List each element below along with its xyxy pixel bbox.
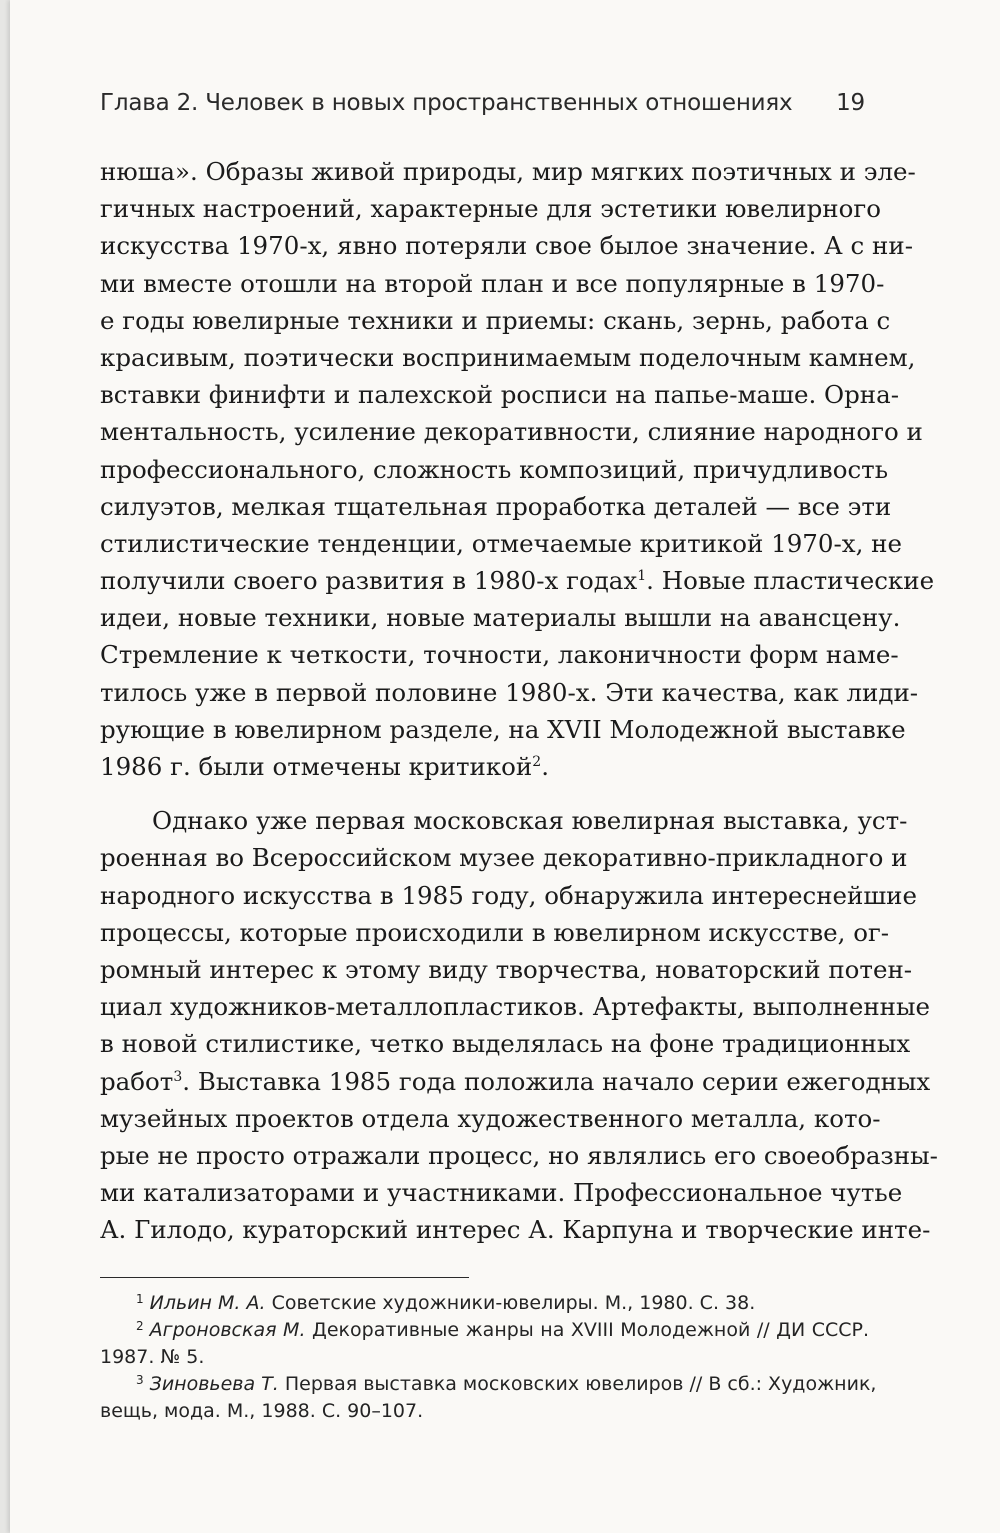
text-fragment: работ	[100, 1066, 174, 1096]
text-line: гичных настроений, характерные для эстетики ювелирного	[100, 194, 881, 224]
text-line: народного искусства в 1985 году, обнаружила интереснейшие	[100, 880, 917, 910]
text-fragment: .	[541, 752, 549, 781]
text-line: красивым, поэтически воспринимаемым поделочным камнем,	[100, 342, 916, 372]
text-line: искусства 1970-х, явно потеряли свое былое значение. А с ни-	[100, 231, 913, 261]
text-line: Однако уже первая московская ювелирная выставка, уст-	[152, 806, 908, 836]
footnote-text: Советские художники-ювелиры. М., 1980. С. 38.	[271, 1292, 756, 1314]
footnote-line	[100, 1371, 877, 1398]
footnote-text: вещь, мода. М., 1988. С. 90–107.	[100, 1400, 424, 1422]
chapter-title: Глава 2. Человек в новых пространственных отношениях	[100, 90, 793, 116]
text-line: циал художников-металлопластиков. Артефакты, выполненные	[100, 992, 931, 1022]
text-line: ментальность, усиление декоративности, слияние народного и	[100, 417, 923, 447]
body-text	[100, 153, 938, 1248]
footnote-number: 1	[136, 1292, 144, 1306]
text-line: тилось уже в первой половине 1980-х. Эти качества, как лиди-	[100, 677, 919, 707]
footnote-author: Зиновьева Т.	[149, 1373, 279, 1395]
book-page	[10, 0, 1000, 1533]
footnote-ref: 1	[637, 568, 647, 585]
text-fragment: . Выставка 1985 года положила начало серии ежегодных	[182, 1066, 931, 1096]
text-line: профессионального, сложность композиций, причудливость	[100, 454, 889, 484]
footnote-line	[100, 1344, 869, 1371]
text-line: е годы ювелирные техники и приемы: скань, зернь, работа с	[100, 305, 891, 335]
footnote-number: 2	[136, 1319, 144, 1333]
running-header	[100, 90, 865, 124]
footnote-ref: 3	[173, 1068, 183, 1085]
footnote-line	[100, 1317, 869, 1344]
text-line: силуэтов, мелкая тщательная проработка деталей — все эти	[100, 491, 892, 521]
footnote-line	[100, 1290, 869, 1317]
text-line: нюша». Образы живой природы, мир мягких поэтичных и эле-	[100, 157, 916, 186]
text-line: Стремление к четкости, точности, лаконичности форм наме-	[100, 640, 899, 670]
text-line: стилистические тенденции, отмечаемые критикой 1970-х, не	[100, 528, 902, 558]
text-line	[100, 1063, 931, 1100]
text-line: процессы, которые происходили в ювелирном искусстве, ог-	[100, 917, 890, 947]
text-line: ми катализаторами и участниками. Профессиональное чутье	[100, 1178, 903, 1208]
text-line	[100, 748, 869, 785]
text-line: рующие в ювелирном разделе, на XVII Молодежной выставке	[100, 714, 906, 744]
text-line: музейных проектов отдела художественного металла, кото-	[100, 1103, 881, 1133]
paragraph-2	[100, 802, 938, 1248]
footnote-author: Ильин М. А.	[149, 1292, 266, 1314]
footnote-author: Агроновская М.	[149, 1319, 306, 1341]
text-line: ми вместе отошли на второй план и все популярные в 1970-	[100, 268, 885, 298]
text-line: вставки финифти и палехской росписи на папье-маше. Орна-	[100, 380, 900, 410]
text-fragment: 1986 г. были отмечены критикой	[100, 752, 533, 781]
page-number: 19	[836, 90, 865, 116]
text-fragment: . Новые пластические	[646, 566, 935, 596]
text-line: ромный интерес к этому виду творчества, новаторский потен-	[100, 954, 913, 984]
paragraph-1	[100, 153, 935, 785]
text-line: роенная во Всероссийском музее декоративно-прикладного и	[100, 843, 908, 873]
footnote-line	[100, 1398, 869, 1425]
text-line: в новой стилистике, четко выделялась на фоне традиционных	[100, 1029, 911, 1059]
footnote-text: 1987. № 5.	[100, 1346, 205, 1368]
text-line	[100, 562, 935, 599]
footnote-text: Первая выставка московских ювелиров // В сб.: Художник,	[284, 1373, 877, 1395]
footnote-text: Декоративные жанры на XVIII Молодежной // ДИ СССР.	[312, 1319, 869, 1341]
text-line: А. Гилодо, кураторский интерес А. Карпуна и творческие инте-	[100, 1215, 931, 1245]
text-line: идеи, новые техники, новые материалы вышли на авансцену.	[100, 603, 901, 633]
footnotes	[100, 1290, 877, 1425]
footnote-separator	[100, 1277, 469, 1278]
text-fragment: получили своего развития в 1980-х годах	[100, 566, 638, 596]
text-line: рые не просто отражали процесс, но являлись его своеобразны-	[100, 1140, 938, 1170]
footnote-ref: 2	[532, 754, 542, 770]
footnote-number: 3	[136, 1373, 144, 1387]
